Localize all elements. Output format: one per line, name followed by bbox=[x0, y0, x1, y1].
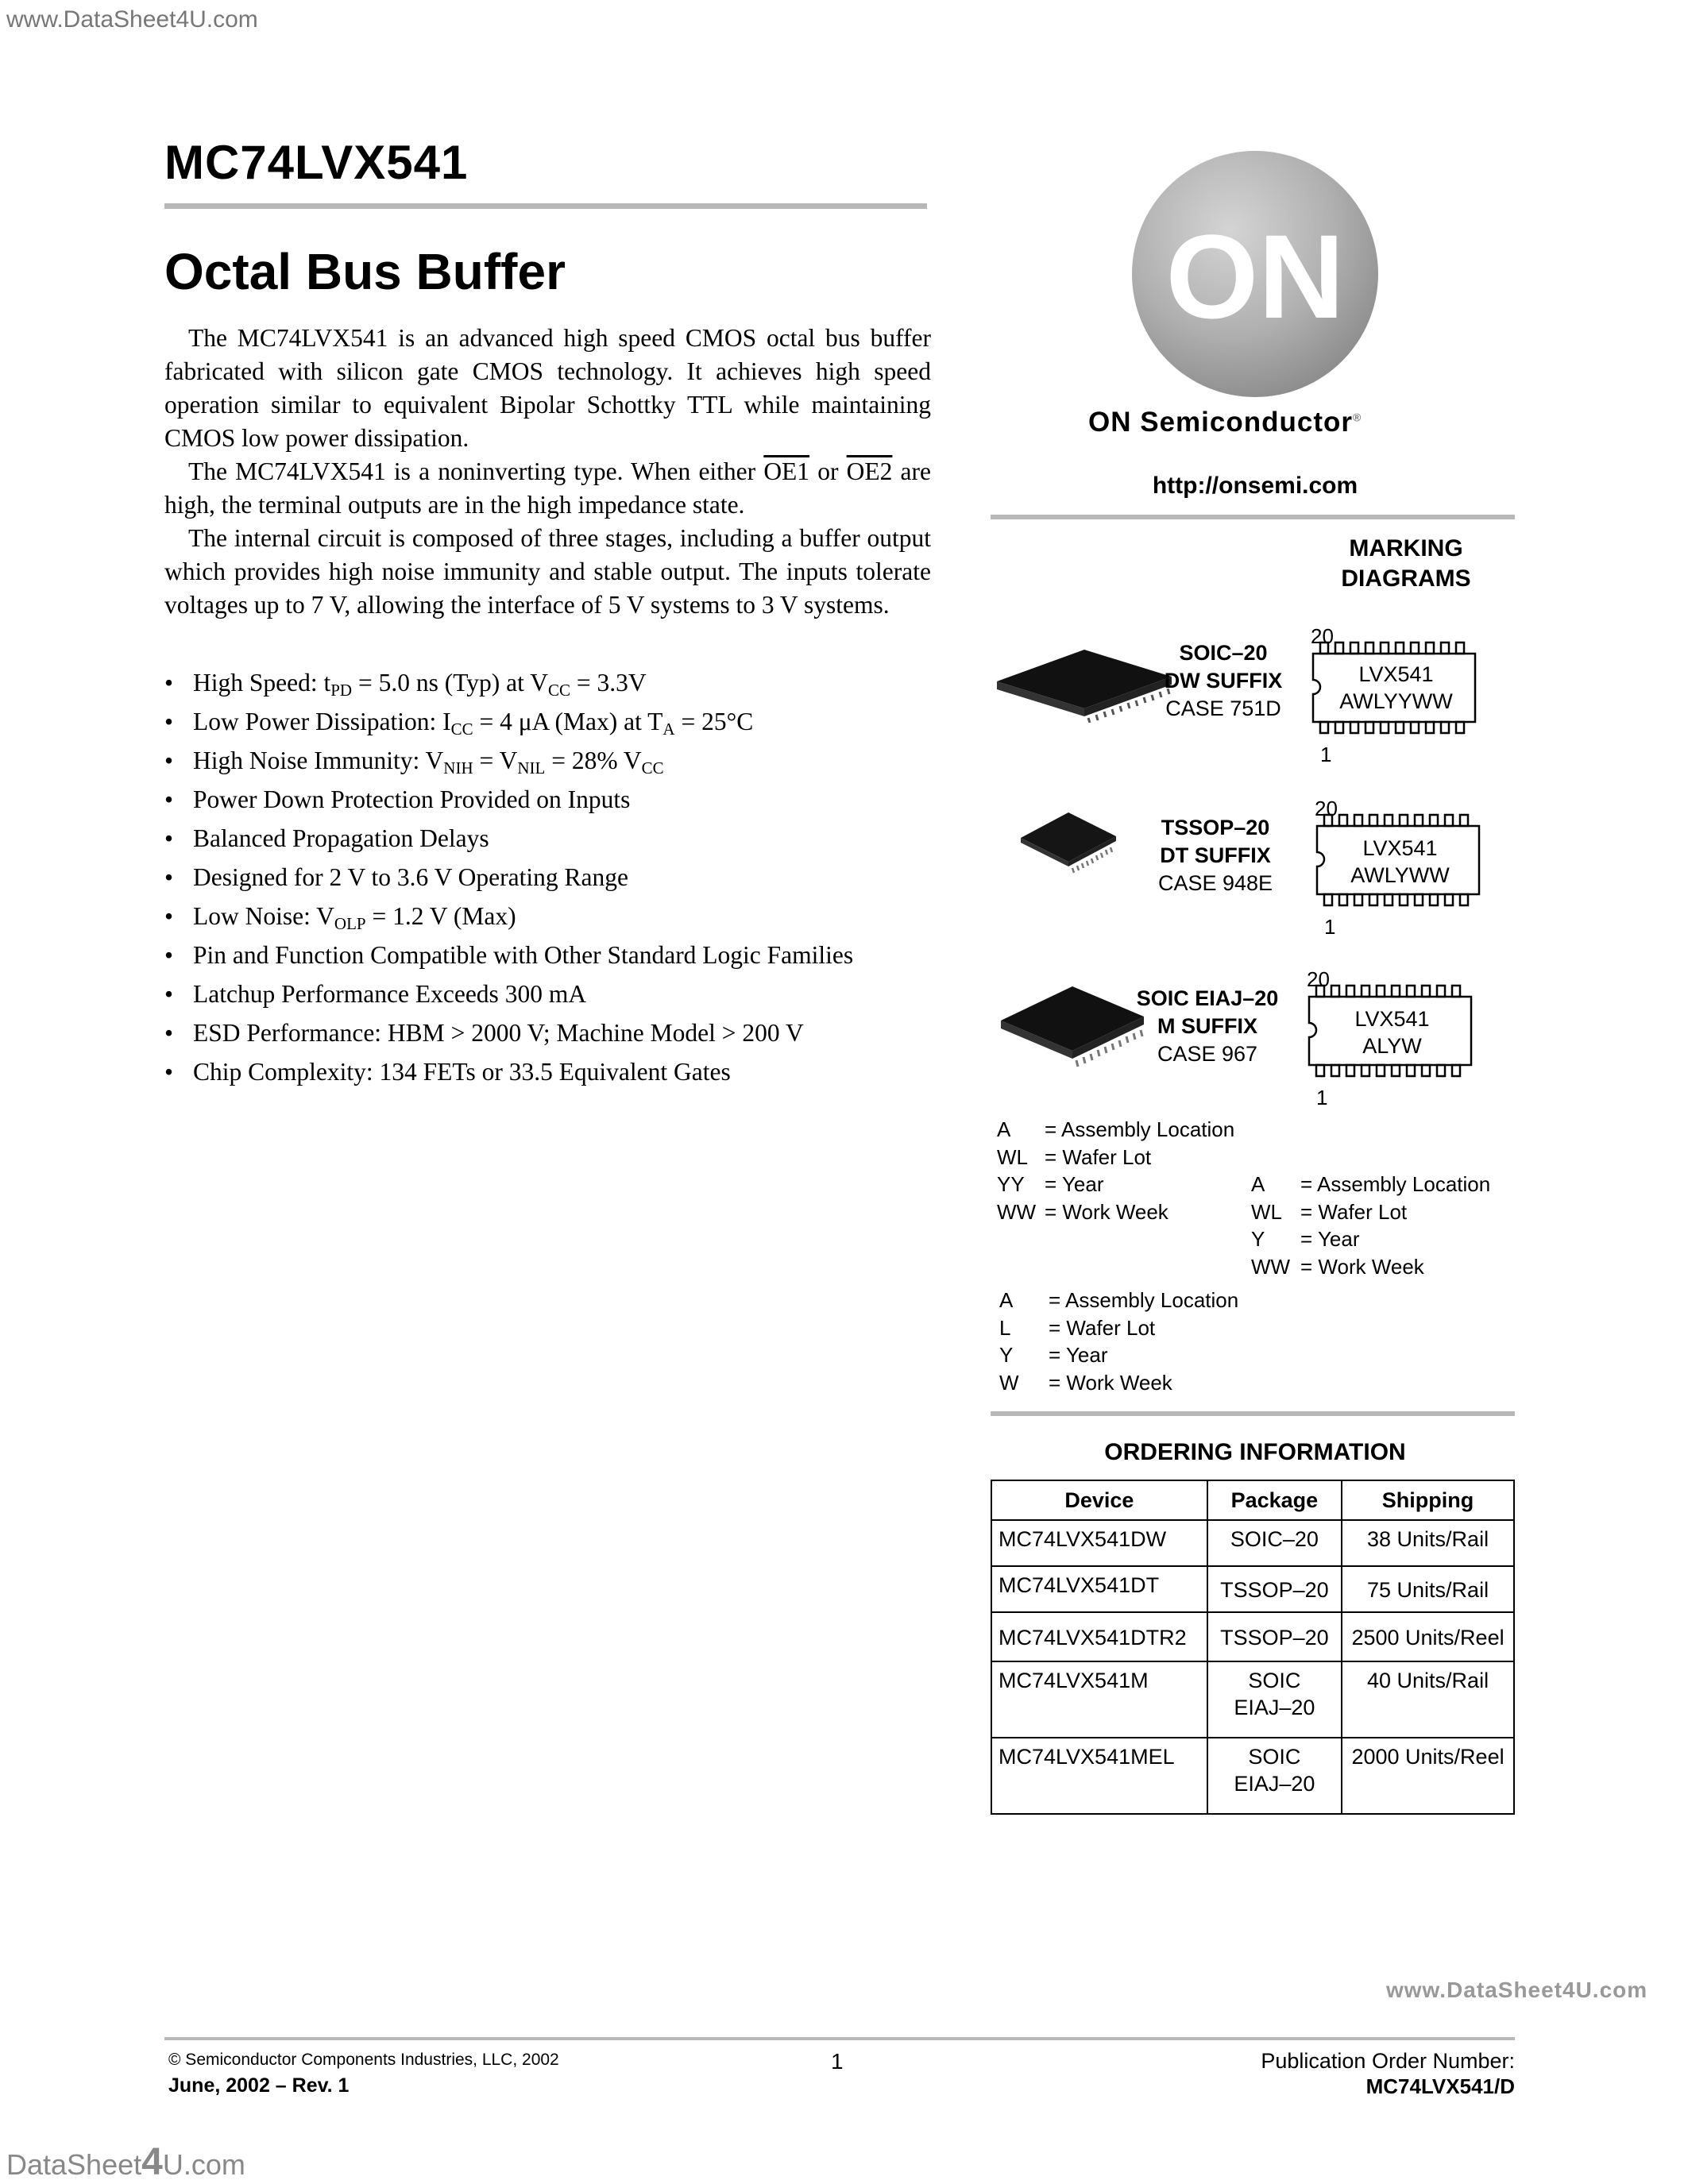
marking-diagrams-heading: MARKING DIAGRAMS bbox=[1341, 535, 1471, 592]
feature-item: • Balanced Propagation Delays bbox=[164, 819, 931, 858]
bullet-icon: • bbox=[164, 785, 174, 813]
pin-1-label: 1 bbox=[1324, 915, 1336, 939]
legend-soic-eiaj-20: A = Assembly Location L = Wafer Lot Y = Year W = Work Week bbox=[999, 1288, 1239, 1395]
table-row bbox=[991, 1661, 1514, 1738]
package-cell: SOIC EIAJ–20 bbox=[1207, 1661, 1342, 1738]
feature-list bbox=[164, 663, 931, 1091]
table-row bbox=[991, 1520, 1514, 1566]
soic-20-package-label: SOIC–20 DW SUFFIX CASE 751D bbox=[1164, 641, 1283, 720]
shipping-cell: 38 Units/Rail bbox=[1342, 1520, 1514, 1566]
package-cell: TSSOP–20 bbox=[1207, 1612, 1342, 1661]
device-cell: MC74LVX541M bbox=[991, 1661, 1207, 1738]
publication-label: Publication Order Number: bbox=[1261, 2049, 1515, 2073]
legend-tssop-20: A = Assembly Location WL = Wafer Lot Y = Year WW = Work Week bbox=[1251, 1172, 1491, 1279]
feature-item: • Chip Complexity: 134 FETs or 33.5 Equivalent Gates bbox=[164, 1052, 931, 1091]
legend-soic-20: A = Assembly Location WL = Wafer Lot YY = Year WW = Work Week bbox=[997, 1117, 1235, 1224]
oe1-signal: OE1 bbox=[763, 457, 810, 485]
feature-item: • Power Down Protection Provided on Inputs bbox=[164, 780, 931, 819]
publication-number: MC74LVX541/D bbox=[1365, 2074, 1515, 2098]
revision-date: June, 2002 – Rev. 1 bbox=[168, 2074, 350, 2097]
table-header-row bbox=[991, 1480, 1514, 1520]
bullet-icon: • bbox=[164, 980, 174, 1008]
watermark-right: www.DataSheet4U.com bbox=[1386, 1978, 1648, 2002]
soic-eiaj-20-marking-text: LVX541 ALYW bbox=[1354, 1007, 1430, 1058]
pin-20-label: 20 bbox=[1307, 967, 1330, 991]
device-cell: MC74LVX541MEL bbox=[991, 1738, 1207, 1814]
pin-1-label: 1 bbox=[1316, 1086, 1328, 1109]
feature-item: • High Speed: $t_{PD} = 5.0$ ns (Typ) at $V_{CC} = 3.3V$ bbox=[164, 663, 931, 702]
description bbox=[164, 322, 931, 622]
package-cell: SOIC EIAJ–20 bbox=[1207, 1738, 1342, 1814]
package-cell: SOIC–20 bbox=[1207, 1520, 1342, 1566]
oe2-signal: OE2 bbox=[846, 457, 893, 485]
title-rule bbox=[164, 203, 927, 209]
shipping-cell: 2000 Units/Reel bbox=[1342, 1738, 1514, 1814]
part-number-title: MC74LVX541 bbox=[164, 136, 469, 189]
shipping-cell: 75 Units/Rail bbox=[1342, 1566, 1514, 1612]
page-number: 1 bbox=[831, 2049, 844, 2074]
description-paragraph-1: The MC74LVX541 is an advanced high speed CMOS octal bus buffer fabricated with silicon gate CMOS technology. It achieves high speed operation similar to equivalent Bipolar Schottky TTL while maintaining CMOS low power dissipation. bbox=[164, 324, 931, 452]
bullet-icon: • bbox=[164, 1058, 174, 1086]
shipping-cell: 40 Units/Rail bbox=[1342, 1661, 1514, 1738]
bullet-icon: • bbox=[164, 669, 174, 696]
feature-item: • Designed for 2 V to 3.6 V Operating Range bbox=[164, 858, 931, 897]
bullet-icon: • bbox=[164, 708, 174, 735]
device-subtitle: Octal Bus Buffer bbox=[164, 243, 566, 300]
svg-text:ON: ON bbox=[1165, 210, 1345, 343]
bullet-icon: • bbox=[164, 1019, 174, 1047]
pin-20-label: 20 bbox=[1315, 797, 1338, 820]
header-device: Device bbox=[991, 1480, 1207, 1520]
package-cell: TSSOP–20 bbox=[1207, 1566, 1342, 1612]
header-shipping: Shipping bbox=[1342, 1480, 1514, 1520]
device-cell: MC74LVX541DT bbox=[991, 1566, 1207, 1612]
feature-item: • Latchup Performance Exceeds 300 mA bbox=[164, 974, 931, 1013]
shipping-cell: 2500 Units/Reel bbox=[1342, 1612, 1514, 1661]
footer-rule bbox=[164, 2037, 1515, 2040]
watermark-top: www.DataSheet4U.com bbox=[6, 6, 258, 33]
ordering-information-heading: ORDERING INFORMATION bbox=[1104, 1439, 1406, 1465]
pin-1-label: 1 bbox=[1320, 743, 1332, 766]
device-cell: MC74LVX541DW bbox=[991, 1520, 1207, 1566]
bullet-icon: • bbox=[164, 863, 174, 891]
description-paragraph-3: The internal circuit is composed of three stages, including a buffer output which provides high noise immunity and stable output. The inputs tolerate voltages up to 7 V, allowing the interface of 5 V systems to 3 V systems. bbox=[164, 524, 931, 619]
right-column-rule bbox=[991, 515, 1515, 519]
tssop-20-package-label: TSSOP–20 DT SUFFIX CASE 948E bbox=[1157, 816, 1273, 895]
table-row bbox=[991, 1566, 1514, 1612]
table-row bbox=[991, 1612, 1514, 1661]
website-link[interactable]: http://onsemi.com bbox=[1152, 473, 1358, 499]
tssop-20-marking-text: LVX541 AWLYWW bbox=[1350, 836, 1450, 887]
feature-item: • Pin and Function Compatible with Other Standard Logic Families bbox=[164, 936, 931, 974]
tssop-20-package-image bbox=[1017, 806, 1120, 882]
bullet-icon: • bbox=[164, 941, 174, 969]
bullet-icon: • bbox=[164, 902, 174, 930]
bullet-icon: • bbox=[164, 747, 174, 774]
watermark-bottom: DataSheet4U.com bbox=[6, 2141, 245, 2183]
ordering-rule bbox=[991, 1411, 1515, 1416]
feature-item: • Low Power Dissipation: $I_{CC} = 4$ μA (Max) at $T_A = 25^\circ C$ bbox=[164, 702, 931, 741]
description-paragraph-2: The MC74LVX541 is a noninverting type. When either OE1 or OE2 are high, the terminal outputs are in the high impedance state. bbox=[164, 457, 932, 519]
feature-item: • High Noise Immunity: $V_{NIH} = V_{NIL} = 28\%$ $V_{CC}$ bbox=[164, 741, 931, 780]
header-package: Package bbox=[1207, 1480, 1342, 1520]
feature-item: • Low Noise: $V_{OLP} = 1.2$ V (Max) bbox=[164, 897, 931, 936]
ordering-table bbox=[991, 1480, 1515, 1815]
soic-eiaj-20-package-label: SOIC EIAJ–20 M SUFFIX CASE 967 bbox=[1136, 986, 1279, 1066]
bullet-icon: • bbox=[164, 824, 174, 852]
table-row bbox=[991, 1738, 1514, 1814]
on-semiconductor-logo bbox=[1128, 147, 1382, 401]
feature-item: • ESD Performance: HBM > 2000 V; Machine Model > 200 V bbox=[164, 1013, 931, 1052]
device-cell: MC74LVX541DTR2 bbox=[991, 1612, 1207, 1661]
brand-name: ON Semiconductor® bbox=[1088, 407, 1362, 438]
copyright-text: © Semiconductor Components Industries, LLC, 2002 bbox=[168, 2051, 559, 2069]
pin-20-label: 20 bbox=[1311, 624, 1334, 648]
soic-20-marking-text: LVX541 AWLYYWW bbox=[1339, 662, 1453, 713]
